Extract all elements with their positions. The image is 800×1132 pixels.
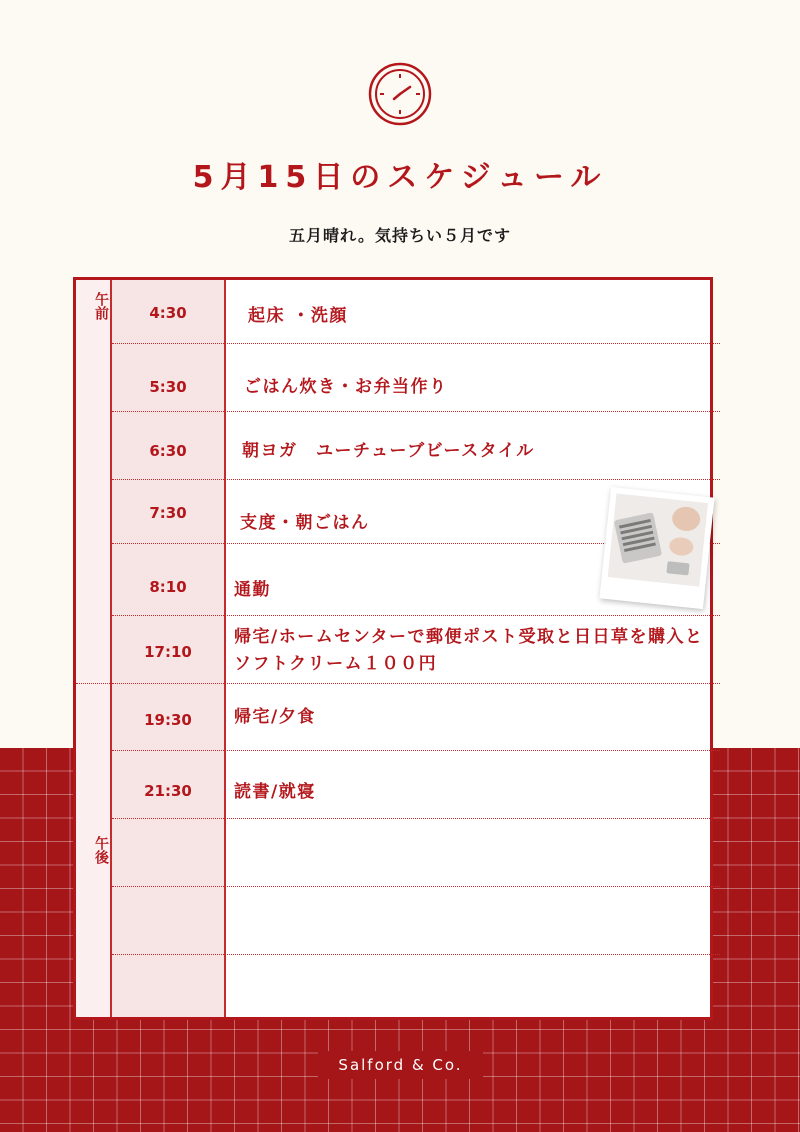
- row-divider: [112, 479, 720, 480]
- row-divider: [112, 411, 720, 412]
- task-item: 支度・朝ごはん: [240, 513, 370, 533]
- ampm-divider: [76, 683, 110, 684]
- task-item: ごはん炊き・お弁当作り: [244, 377, 448, 397]
- pm-label: 午後: [93, 836, 109, 864]
- time-slot: 19:30: [144, 711, 192, 729]
- clock-icon: [368, 62, 432, 126]
- row-divider: [112, 343, 720, 344]
- time-slot: 17:10: [144, 643, 192, 661]
- task-item: 帰宅/夕食: [234, 707, 316, 727]
- task-item: 通勤: [234, 580, 271, 600]
- time-slot: 6:30: [149, 442, 187, 460]
- task-item: 帰宅/ホームセンターで郵便ポスト受取と日日草を購入とソフトクリーム１００円: [234, 627, 704, 674]
- row-divider: [112, 750, 720, 751]
- time-slot: 5:30: [149, 378, 187, 396]
- laptop-photo: [599, 487, 714, 609]
- task-item: 読書/就寝: [234, 782, 316, 802]
- am-label: 午前: [93, 292, 109, 320]
- ampm-column: [76, 280, 112, 1017]
- time-slot: 21:30: [144, 782, 192, 800]
- page-title: 5月15日のスケジュール: [192, 160, 608, 195]
- time-slot: 8:10: [149, 578, 187, 596]
- row-divider: [112, 818, 720, 819]
- row-divider: [112, 683, 720, 684]
- schedule-sheet: [73, 277, 713, 1020]
- task-item: 朝ヨガ ユーチューブビースタイル: [242, 441, 535, 461]
- task-item: 起床 ・洗顔: [248, 306, 348, 326]
- row-divider: [112, 954, 720, 955]
- time-slot: 7:30: [149, 504, 187, 522]
- row-divider: [112, 615, 720, 616]
- row-divider: [112, 886, 720, 887]
- brand-label: Salford & Co.: [318, 1051, 483, 1079]
- page-subtitle: 五月晴れ。気持ちい５月です: [289, 226, 511, 245]
- time-slot: 4:30: [149, 304, 187, 322]
- laptop-icon: [608, 493, 708, 586]
